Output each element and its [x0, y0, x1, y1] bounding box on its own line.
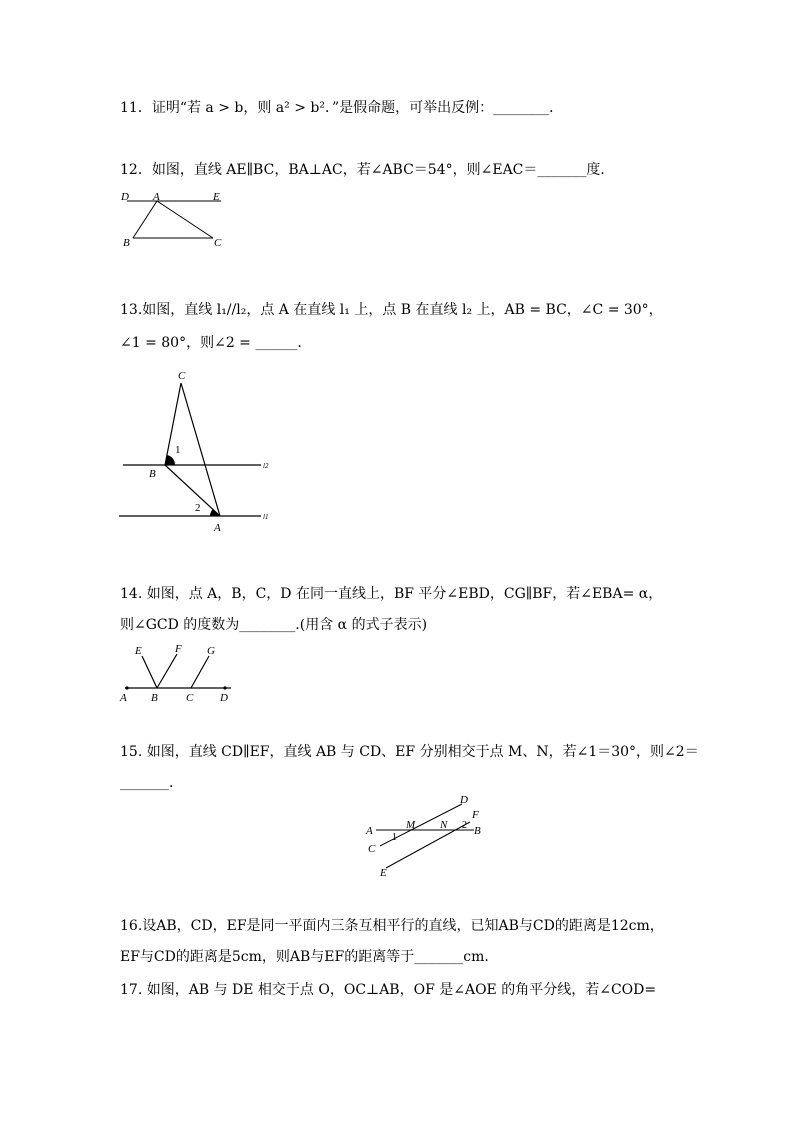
fig14-label-e: E — [135, 645, 142, 657]
fig15-label-c: C — [368, 843, 376, 855]
fig14-label-a: A — [120, 692, 127, 704]
figure-12 — [115, 188, 235, 253]
fig13-label-1: 1 — [175, 444, 181, 456]
question-15-line-1: 15. 如图，直线 CD∥EF，直线 AB 与 CD、EF 分别相交于点 M、N，若∠1＝30°，则∠2＝ — [120, 744, 699, 760]
fig14-label-c: C — [186, 692, 194, 704]
fig15-label-d: D — [460, 794, 468, 806]
fig13-label-a: A — [214, 522, 221, 534]
question-17-line-1: 17. 如图，AB 与 DE 相交于点 O，OC⊥AB，OF 是∠AOE 的角平分线，若∠COD= — [120, 982, 657, 998]
fig13-label-c: C — [178, 370, 186, 382]
fig13-label-l1: l1 — [263, 513, 269, 521]
figure-14 — [115, 642, 240, 707]
fig14-label-f: F — [175, 643, 182, 655]
question-16-line-2: EF与CD的距离是5cm，则AB与EF的距离等于_______cm. — [120, 949, 489, 965]
fig14-label-g: G — [207, 645, 215, 657]
fig12-label-d: D — [121, 191, 129, 203]
question-13-line-2: ∠1 = 80°，则∠2 = ______． — [120, 335, 312, 351]
question-12: 12．如图，直线 AE∥BC，BA⊥AC，若∠ABC＝54°，则∠EAC＝_______度． — [120, 162, 615, 178]
fig12-label-e: E — [213, 191, 220, 203]
fig15-label-2: 2 — [462, 820, 467, 831]
fig12-label-a: A — [153, 191, 160, 203]
fig15-label-f: F — [472, 809, 479, 821]
fig14-label-b: B — [151, 692, 158, 704]
question-14-line-1: 14. 如图，点 A，B，C，D 在同一直线上，BF 平分∠EBD，CG∥BF，若∠EBA= α， — [120, 586, 663, 602]
question-15-line-2: _______． — [120, 775, 183, 791]
fig15-label-1: 1 — [392, 832, 397, 843]
figure-13 — [115, 365, 280, 540]
fig12-label-c: C — [214, 237, 222, 249]
question-11: 11．证明“若 a > b，则 a² > b²．”是假命题，可举出反例：________． — [120, 100, 564, 116]
fig15-label-a: A — [366, 825, 373, 837]
fig15-label-n: N — [440, 819, 448, 831]
fig15-label-e: E — [380, 867, 387, 879]
fig13-label-l2: l2 — [263, 462, 269, 470]
fig15-label-m: M — [406, 819, 416, 831]
fig13-label-b: B — [149, 468, 156, 480]
question-16-line-1: 16.设AB，CD，EF是同一平面内三条互相平行的直线，已知AB与CD的距离是12cm， — [120, 918, 664, 934]
fig14-label-d: D — [220, 692, 228, 704]
question-14-line-2: 则∠GCD 的度数为________.(用含 α 的式子表示) — [120, 617, 428, 633]
fig12-label-b: B — [123, 237, 130, 249]
fig13-label-2: 2 — [195, 502, 201, 514]
figure-15 — [362, 790, 497, 882]
fig15-label-b: B — [474, 825, 481, 837]
question-13-line-1: 13.如图，直线 l₁//l₂，点 A 在直线 l₁ 上，点 B 在直线 l₂ 上，AB = BC，∠C = 30°， — [120, 302, 663, 318]
